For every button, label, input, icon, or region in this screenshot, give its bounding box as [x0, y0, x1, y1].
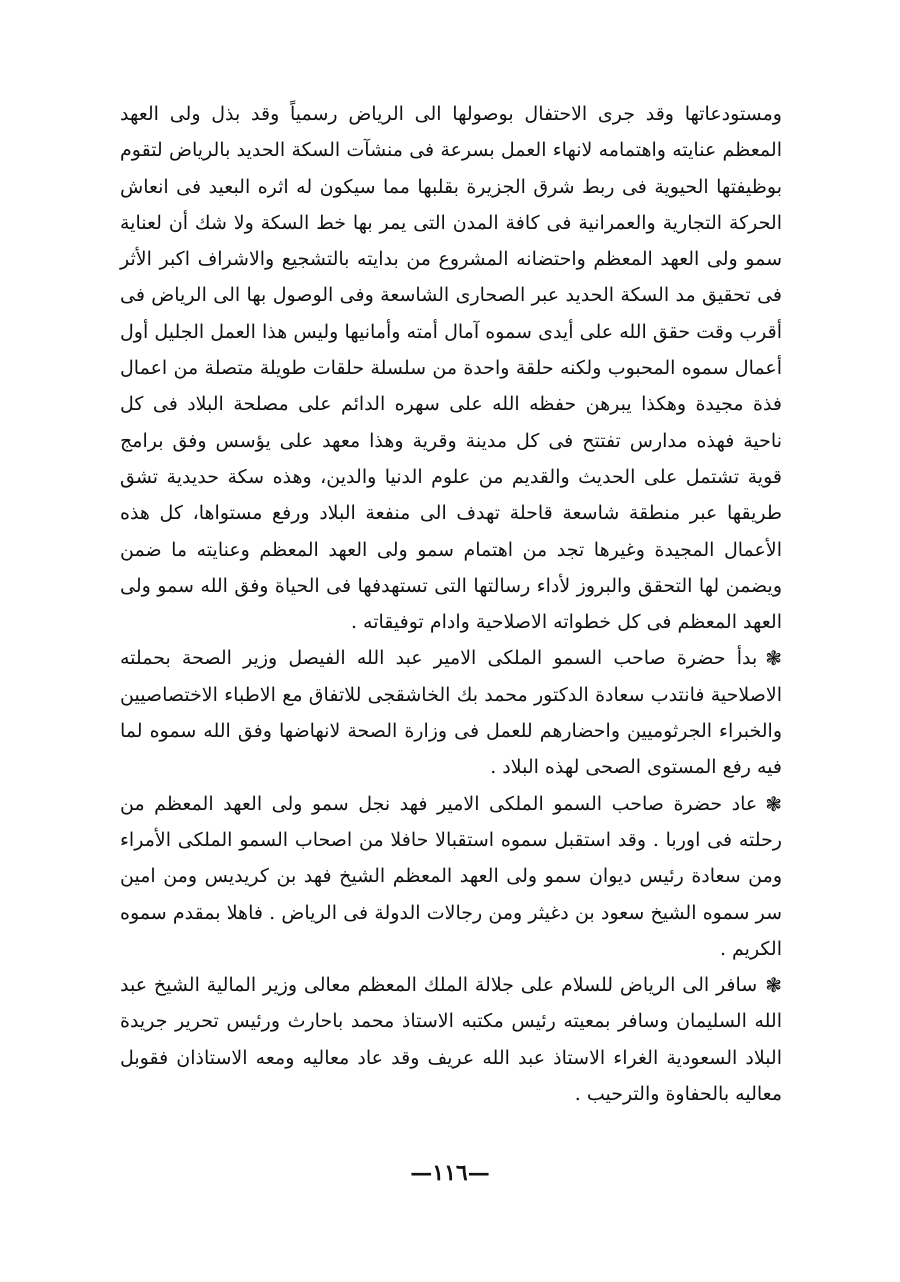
page-number: —١١٦—: [410, 1160, 490, 1186]
paragraph-railway: [120, 96, 782, 640]
paragraph-health-campaign: [120, 640, 782, 785]
paragraph-text: عاد حضرة صاحب السمو الملكى الامير فهد نجل سمو ولى العهد المعظم من رحلته فى اوربا . وقد استقبل سموه استقبالا حافلا من اصحاب السمو الملكى الأمراء ومن سعادة رئيس ديوان سمو ولى العهد المعظم الشيخ فهد بن كريديس ومن امين سر سموه الشيخ سعود بن دغيثر ومن رجالات الدولة فى الرياض . فاهلا بمقدم سموه الكريم .: [120, 792, 782, 960]
flower-bullet-icon: ❃: [765, 973, 782, 998]
body-text: [120, 96, 782, 1112]
paragraph-text: سافر الى الرياض للسلام على جلالة الملك المعظم معالى وزير المالية الشيخ عبد الله السليمان وسافر بمعيته رئيس مكتبه الاستاذ محمد باحارث ورئيس تحرير جريدة البلاد السعودية الغراء الاستاذ عبد الله عريف وقد عاد معاليه ومعه الاستاذان فقوبل معاليه بالحفاوة والترحيب .: [120, 974, 782, 1106]
paragraph-prince-return: [120, 786, 782, 967]
flower-bullet-icon: ❃: [765, 791, 782, 816]
flower-bullet-icon: ❃: [765, 646, 782, 671]
paragraph-finance-minister: [120, 967, 782, 1112]
paragraph-text: ومستودعاتها وقد جرى الاحتفال بوصولها الى الرياض رسمياً وقد بذل ولى العهد المعظم عنايته واهتمامه لانهاء العمل بسرعة فى منشآت السكة الحديد بالرياض لتقوم بوظيفتها الحيوية فى ربط شرق الجزيرة بقلبها مما سيكون له اثره البعيد فى انعاش الحركة التجارية والعمرانية فى كافة المدن التى يمر بها خط السكة ولا شك أن لعناية سمو ولى العهد المعظم واحتضانه المشروع من بدايته بالتشجيع والاشراف اكبر الأثر فى تحقيق مد السكة الحديد عبر الصحارى الشاسعة وفى الوصول بها الى الرياض فى أقرب وقت حقق الله على أيدى سموه آمال أمته وأمانيها وليس هذا العمل الجليل أول أعمال سموه المحبوب ولكنه حلقة واحدة من سلسلة حلقات طويلة متصلة من اعمال فذة مجيدة وهكذا يبرهن حفظه الله على سهره الدائم على مصلحة البلاد فى كل ناحية فهذه مدارس تفتتح فى كل مدينة وقرية وهذا معهد على يؤسس وفق برامج قوية تشتمل على الحديث والقديم من علوم الدنيا والدين، وهذه سكة حديدية تشق طريقها عبر منطقة شاسعة قاحلة تهدف الى منفعة البلاد ورفع مستواها، كل هذه الأعمال المجيدة وغيرها تجد من اهتمام سمو ولى العهد المعظم وعنايته ما ضمن ويضمن لها التحقق والبروز لأداء رسالتها التى تستهدفها فى الحياة وفق الله سمو ولى العهد المعظم فى كل خطواته الاصلاحية وادام توفيقاته .: [120, 103, 782, 634]
paragraph-text: بدأ حضرة صاحب السمو الملكى الامير عبد الله الفيصل وزير الصحة بحملته الاصلاحية فانتدب سعادة الدكتور محمد بك الخاشقجى للاتفاق مع الاطباء الاختصاصيين والخبراء الجرثوميين واحضارهم للعمل فى وزارة الصحة لانهاضها وفق الله سموه لما فيه رفع المستوى الصحى لهذه البلاد .: [120, 647, 782, 779]
